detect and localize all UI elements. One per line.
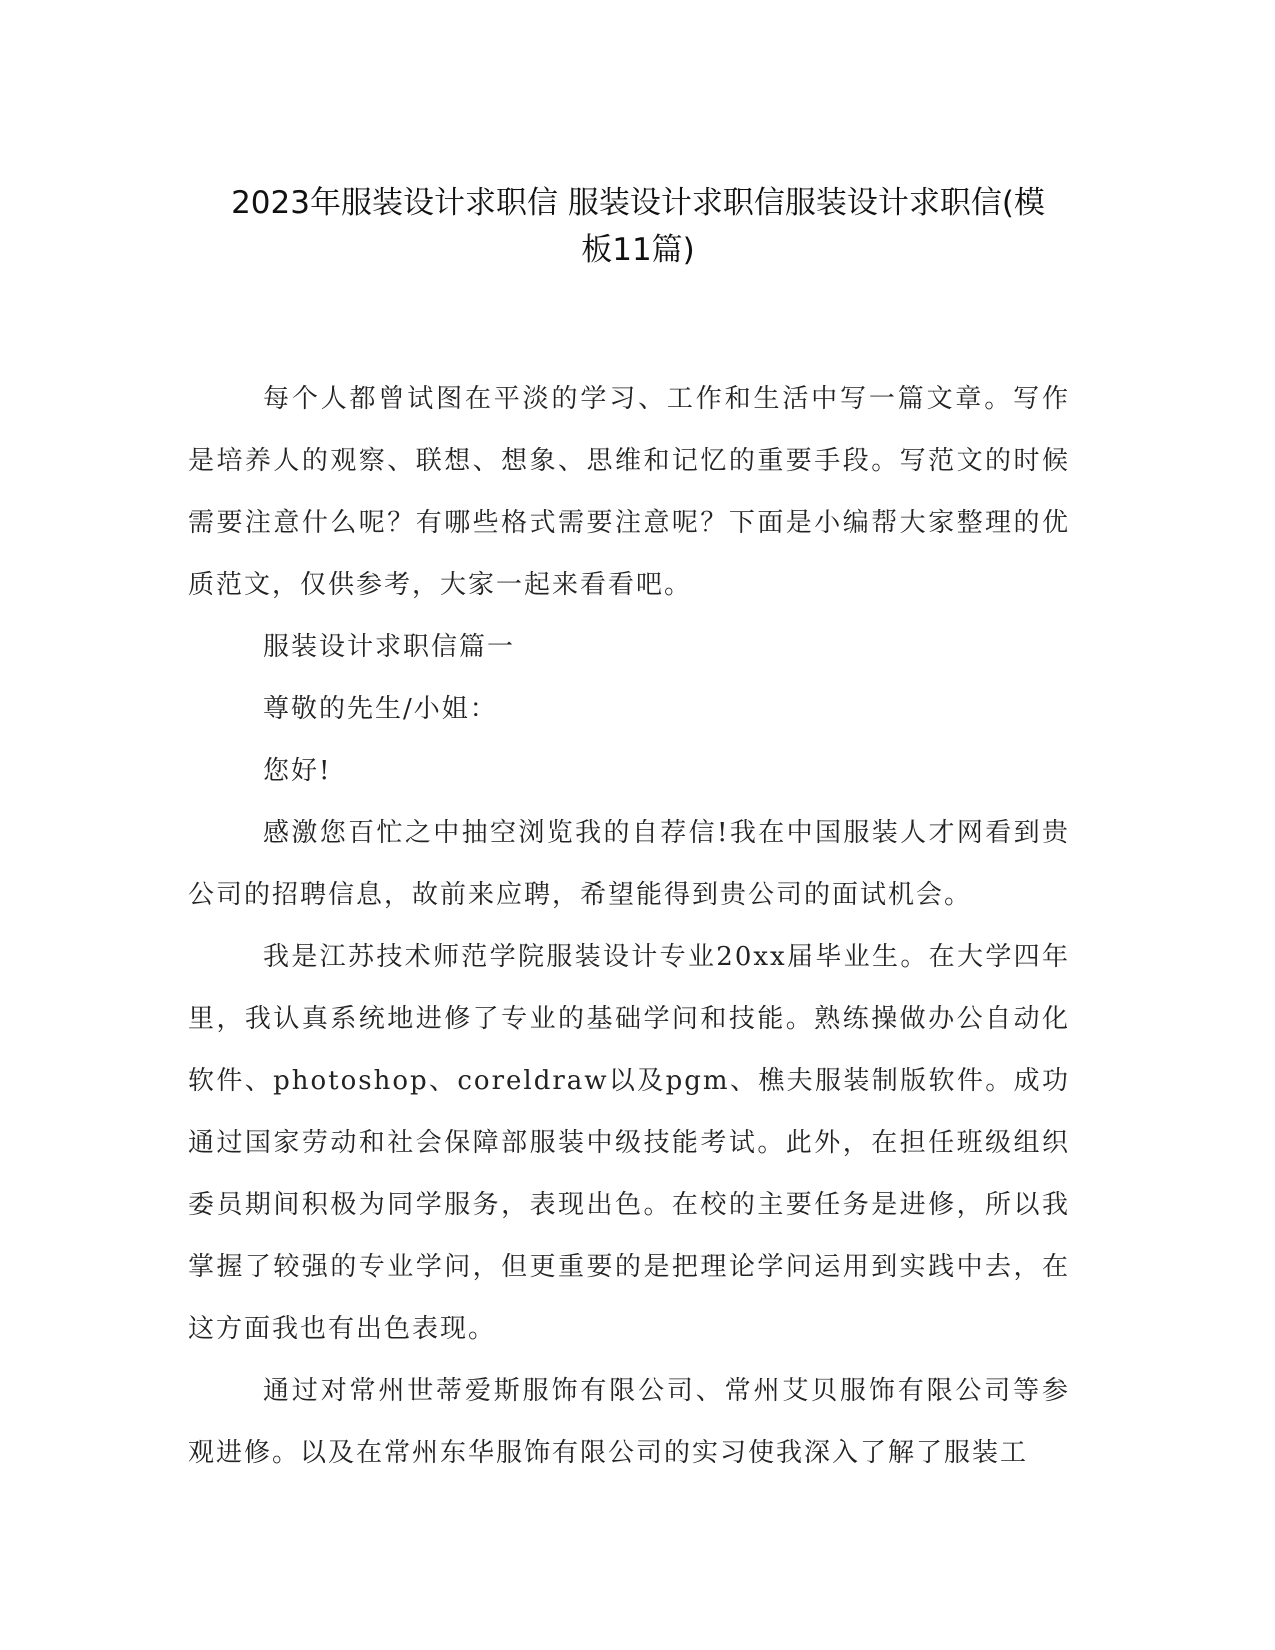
title-line-1: 2023年服装设计求职信 服装设计求职信服装设计求职信(模 xyxy=(231,185,1045,221)
document-body xyxy=(188,368,1070,1484)
body-paragraph: 我是江苏技术师范学院服装设计专业20xx届毕业生。在大学四年里，我认真系统地进修了专业的基础学问和技能。熟练操做办公自动化软件、photoshop、coreldraw以及pgm、樵夫服装制版软件。成功通过国家劳动和社会保障部服装中级技能考试。此外，在担任班级组织委员期间积极为同学服务，表现出色。在校的主要任务是进修，所以我掌握了较强的专业学问，但更重要的是把理论学问运用到实践中去，在这方面我也有出色表现。 xyxy=(188,942,1070,1344)
body-paragraph: 通过对常州世蒂爱斯服饰有限公司、常州艾贝服饰有限公司等参观进修。以及在常州东华服饰有限公司的实习使我深入了解了服装工 xyxy=(188,1376,1070,1468)
section-heading: 服装设计求职信篇一 xyxy=(263,632,516,662)
document-title xyxy=(188,180,1088,274)
intro-paragraph: 每个人都曾试图在平淡的学习、工作和生活中写一篇文章。写作是培养人的观察、联想、想象、思维和记忆的重要手段。写范文的时候需要注意什么呢？有哪些格式需要注意呢？下面是小编帮大家整理的优质范文，仅供参考，大家一起来看看吧。 xyxy=(188,384,1070,600)
body-paragraph: 感激您百忙之中抽空浏览我的自荐信!我在中国服装人才网看到贵公司的招聘信息，故前来应聘，希望能得到贵公司的面试机会。 xyxy=(188,818,1070,910)
salutation: 尊敬的先生/小姐： xyxy=(263,694,498,724)
greeting: 您好! xyxy=(263,756,332,786)
title-line-2: 板11篇) xyxy=(581,232,695,268)
